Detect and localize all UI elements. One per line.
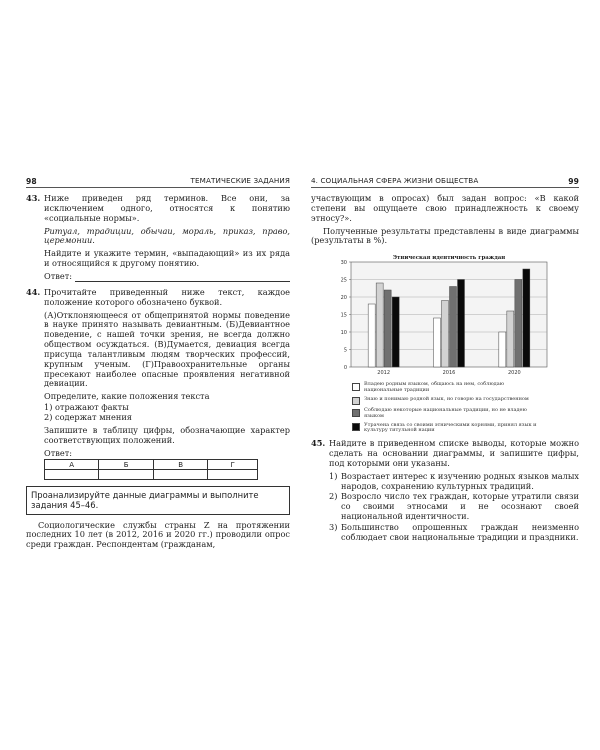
bar — [499, 332, 506, 367]
question-43-answer-label: Ответ: — [44, 271, 72, 282]
left-page — [26, 177, 290, 553]
question-44-answer-label: Ответ: — [44, 447, 72, 458]
answer-table-header-g: Г — [208, 460, 258, 470]
option-text: Возросло число тех граждан, которые утратили связи со своими этносами и не осознают своей национальной идентичности. — [341, 491, 579, 522]
answer-cell-b[interactable] — [99, 470, 154, 480]
legend-label: Знаю и понимаю родной язык, но говорю на государственном — [364, 395, 529, 402]
bar — [450, 287, 457, 368]
question-45-option-3 — [329, 523, 579, 543]
right-page-number: 99 — [568, 177, 579, 186]
legend-swatch — [352, 409, 360, 417]
question-43-text: Ниже приведен ряд терминов. Все они, за исключением одного, относятся к понятию «социальные нормы». — [44, 193, 290, 223]
legend-label: Владею родным языком, общаюсь на нем, соблюдаю национальные традиции — [364, 381, 505, 393]
question-45-text: Найдите в приведенном списке выводы, которые можно сделать на основании диаграммы, и запишите цифры, под которыми они указаны. — [329, 438, 579, 468]
bar — [507, 311, 514, 367]
question-44-write: Запишите в таблицу цифры, обозначающие характер соответствующих положений. — [44, 424, 290, 445]
question-45-option-1 — [329, 472, 579, 492]
legend-label: Соблюдаю некоторые национальные традиции, но не владею языком — [364, 407, 527, 419]
bar — [376, 283, 383, 367]
legend-entry — [352, 423, 542, 435]
y-tick-label: 20 — [340, 295, 347, 302]
bar — [442, 301, 449, 368]
right-running-head: 4. СОЦИАЛЬНАЯ СФЕРА ЖИЗНИ ОБЩЕСТВА — [311, 176, 479, 186]
right-page-header — [311, 177, 579, 188]
y-tick-label: 10 — [340, 330, 347, 337]
x-tick-label: 2012 — [377, 370, 391, 376]
question-45-number: 45. — [311, 438, 326, 449]
bar — [392, 297, 399, 367]
results-text: Полученные результаты представлены в виде диаграммы (результаты в %). — [311, 225, 579, 246]
x-tick-label: 2020 — [507, 370, 521, 376]
right-page — [311, 177, 579, 545]
chart-container — [315, 250, 579, 378]
legend-swatch — [352, 383, 360, 391]
question-44 — [26, 288, 290, 481]
bar-chart — [315, 250, 555, 375]
task-box: Проанализируйте данные диаграммы и выполните задания 45–46. — [26, 486, 290, 514]
answer-cell-g[interactable] — [208, 470, 258, 480]
y-tick-label: 15 — [340, 312, 347, 319]
y-tick-label: 0 — [343, 365, 347, 372]
question-45-option-2 — [329, 492, 579, 522]
chart-legend — [352, 382, 542, 434]
answer-table-header-a: А — [45, 460, 99, 470]
answer-table-header-row — [45, 460, 258, 470]
legend-entry — [352, 382, 542, 394]
left-page-header — [26, 177, 290, 188]
survey-intro: Социологические службы страны Z на протяжении последних 10 лет (в 2012, 2016 и 2020 гг.) проводили опрос среди граждан. Респондентам (гражданам, — [26, 519, 290, 550]
question-44-option-2: 2) содержат мнения — [44, 411, 132, 422]
chart-title: Этническая идентичность граждан — [392, 255, 506, 262]
option-text: Большинство опрошенных граждан неизменно соблюдает свои национальные традиции и праздники. — [341, 521, 579, 542]
option-text: Возрастает интерес к изучению родных языков малых народов, сохранению культурных традиций. — [341, 470, 579, 491]
y-tick-label: 25 — [340, 277, 347, 284]
legend-entry — [352, 408, 542, 420]
answer-cell-v[interactable] — [153, 470, 208, 480]
bar — [458, 280, 465, 368]
answer-cell-a[interactable] — [45, 470, 99, 480]
x-tick-label: 2016 — [442, 370, 456, 376]
question-44-determine: Определите, какие положения текста — [44, 391, 210, 402]
option-number: 3) — [329, 521, 338, 532]
question-45 — [311, 439, 579, 542]
left-page-number: 98 — [26, 177, 37, 186]
question-43-answer-field[interactable] — [75, 273, 290, 282]
bar — [515, 280, 522, 368]
answer-table-input-row — [45, 470, 258, 480]
question-43-answer — [44, 272, 290, 282]
question-43-instruction: Найдите и укажите термин, «выпадающий» из их ряда и относящийся к другому понятию. — [44, 248, 290, 269]
survey-continuation: участвующим в опросах) был задан вопрос: «В какой степени вы ощущаете свою принадлежность к своему этносу?». — [311, 193, 579, 223]
bar — [368, 304, 375, 367]
bar — [384, 290, 391, 367]
question-43-number: 43. — [26, 193, 41, 204]
answer-table — [44, 459, 258, 480]
question-44-text: Прочитайте приведенный ниже текст, каждое положение которого обозначено буквой. — [44, 286, 290, 307]
question-43-terms: Ритуал, традиции, обычаи, мораль, приказ, право, церемонии. — [44, 225, 290, 246]
answer-table-header-v: В — [153, 460, 208, 470]
question-44-passage: (А)Отклоняющееся от общепринятой нормы поведение в науке принято называть девиантным. (Б)Девиантное поведение, с нашей точки зрения, не всегда должно обществом осуждаться. (В)Думается, девиация всегда присуща талантливым людям творческих профессий, крупным ученым. (Г)Правоохранительные органы пресекают наиболее опасные проявления негативной девиации. — [44, 309, 290, 389]
legend-entry — [352, 397, 542, 406]
bar — [434, 318, 441, 367]
option-number: 1) — [329, 470, 338, 481]
question-43 — [26, 194, 290, 282]
legend-label: Утрачена связь со своими этническими корнями, принял язык и культуру титульной нации — [364, 421, 537, 434]
legend-swatch — [352, 397, 360, 405]
bar — [523, 269, 530, 367]
left-running-head: ТЕМАТИЧЕСКИЕ ЗАДАНИЯ — [190, 176, 290, 186]
question-45-options — [329, 472, 579, 543]
option-number: 2) — [329, 491, 338, 502]
question-44-option-1: 1) отражают факты — [44, 402, 129, 413]
y-tick-label: 5 — [343, 347, 347, 354]
answer-table-header-b: Б — [99, 460, 154, 470]
y-tick-label: 30 — [340, 260, 347, 267]
legend-swatch — [352, 423, 360, 431]
question-44-number: 44. — [26, 286, 41, 297]
